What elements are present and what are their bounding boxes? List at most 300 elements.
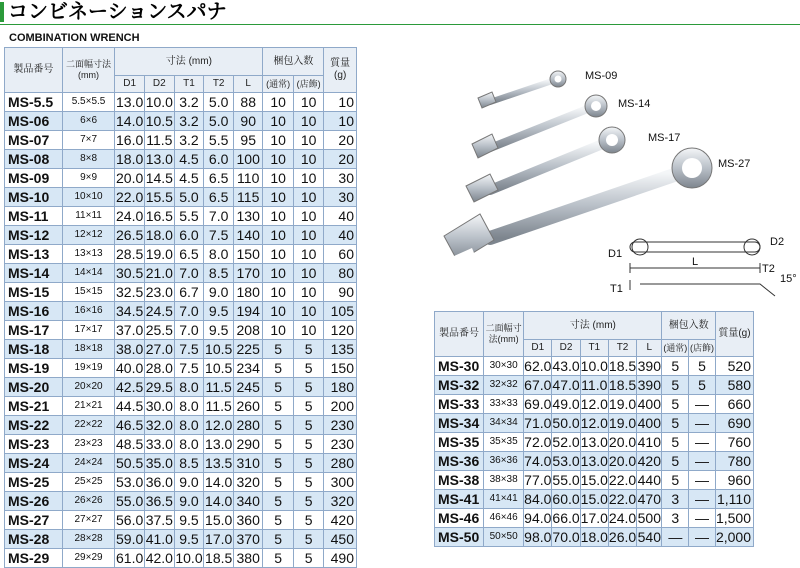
spec-table-right bbox=[434, 311, 754, 547]
cell-d2: 36.0 bbox=[145, 474, 173, 490]
cell-n: 5 bbox=[662, 452, 689, 471]
cell-g: 230 bbox=[324, 435, 357, 454]
cell-l: 390 bbox=[637, 358, 661, 374]
table-row bbox=[5, 378, 357, 397]
cell-wsize: 32×32 bbox=[484, 376, 524, 395]
header-pack: 梱包入数 bbox=[263, 48, 324, 76]
cell-g: 660 bbox=[715, 395, 753, 414]
cell-s: 5 bbox=[689, 357, 716, 376]
cell-d2: 24.5 bbox=[145, 303, 173, 319]
cell-d1: 34.5 bbox=[116, 303, 144, 319]
cell-model: MS-21 bbox=[5, 397, 63, 416]
cell-model: MS-07 bbox=[5, 131, 63, 150]
cell-s: 10 bbox=[293, 150, 323, 169]
cell-n: 5 bbox=[263, 549, 293, 568]
cell-d2: 30.0 bbox=[145, 398, 173, 414]
cell-wsize: 50×50 bbox=[484, 528, 524, 547]
cell-n: 10 bbox=[263, 169, 293, 188]
cell-g: 300 bbox=[324, 473, 357, 492]
cell-t1: 7.5 bbox=[174, 340, 204, 359]
cell-model: MS-10 bbox=[5, 188, 63, 207]
cell-s: 5 bbox=[293, 530, 323, 549]
cell-t1: 12.0 bbox=[580, 396, 608, 412]
cell-d1: 16.0 bbox=[116, 132, 144, 148]
header-pack-right: 梱包入数 bbox=[662, 312, 715, 340]
cell-t2: 8.0 bbox=[204, 245, 234, 264]
cell-d2: 29.5 bbox=[145, 379, 173, 395]
table-row bbox=[5, 473, 357, 492]
cell-n: 10 bbox=[263, 112, 293, 131]
cell-t2: 22.0 bbox=[608, 491, 637, 507]
cell-l: 420 bbox=[637, 453, 661, 469]
label-d1: D1 bbox=[608, 248, 623, 260]
cell-n: 10 bbox=[263, 131, 293, 150]
header-d1-right: D1 bbox=[524, 340, 552, 357]
cell-s: 10 bbox=[293, 264, 323, 283]
cell-model: MS-32 bbox=[435, 376, 484, 395]
cell-d1: 61.0 bbox=[116, 550, 144, 566]
cell-d2: 43.0 bbox=[552, 358, 580, 374]
cell-t1: 12.0 bbox=[580, 415, 608, 431]
cell-d1: 74.0 bbox=[524, 453, 552, 469]
cell-d2: 70.0 bbox=[552, 529, 580, 545]
cell-model: MS-25 bbox=[5, 473, 63, 492]
cell-g: 450 bbox=[324, 530, 357, 549]
cell-model: MS-36 bbox=[435, 452, 484, 471]
cell-n: 5 bbox=[263, 378, 293, 397]
cell-s: 5 bbox=[689, 376, 716, 395]
cell-g: 1,110 bbox=[715, 490, 753, 509]
cell-model: MS-46 bbox=[435, 509, 484, 528]
header-store-right: (店飾) bbox=[689, 340, 716, 357]
cell-l: 170 bbox=[234, 264, 263, 283]
cell-d1: 84.0 bbox=[524, 491, 552, 507]
cell-s: 10 bbox=[293, 226, 323, 245]
cell-t2: 9.5 bbox=[204, 321, 234, 340]
cell-d1: 55.0 bbox=[116, 493, 144, 509]
table-row bbox=[5, 264, 357, 283]
cell-d2: 33.0 bbox=[145, 436, 173, 452]
cell-t2: 11.5 bbox=[205, 379, 232, 395]
spec-table-left bbox=[4, 47, 357, 568]
cell-wsize: 19×19 bbox=[62, 359, 115, 378]
table-row bbox=[5, 340, 357, 359]
cell-g: 40 bbox=[324, 226, 357, 245]
cell-g: 20 bbox=[324, 150, 357, 169]
cell-g: 40 bbox=[324, 207, 357, 226]
cell-model: MS-34 bbox=[435, 414, 484, 433]
cell-t2: 20.0 bbox=[608, 434, 637, 450]
cell-d2: 52.0 bbox=[552, 434, 580, 450]
cell-s: 10 bbox=[293, 112, 323, 131]
cell-t1: 3.2 bbox=[174, 112, 204, 131]
cell-d1: 28.5 bbox=[116, 246, 144, 262]
cell-t1: 17.0 bbox=[580, 510, 608, 526]
cell-g: 150 bbox=[324, 359, 357, 378]
cell-l: 380 bbox=[234, 549, 263, 568]
table-row bbox=[435, 357, 754, 376]
cell-model: MS-23 bbox=[5, 435, 63, 454]
cell-n: 5 bbox=[263, 397, 293, 416]
cell-t1: 11.0 bbox=[581, 377, 608, 393]
label-t2: T2 bbox=[762, 263, 775, 275]
cell-g: 60 bbox=[324, 245, 357, 264]
cell-n: 5 bbox=[263, 340, 293, 359]
header-dimensions: 寸法 (mm) bbox=[115, 48, 263, 76]
cell-g: 1,500 bbox=[715, 509, 753, 528]
cell-d1: 50.5 bbox=[116, 455, 144, 471]
cell-d2: 42.0 bbox=[145, 550, 173, 566]
cell-l: 400 bbox=[637, 396, 661, 412]
cell-d1: 72.0 bbox=[524, 434, 552, 450]
label-ms14: MS-14 bbox=[618, 98, 651, 110]
cell-wsize: 35×35 bbox=[484, 433, 524, 452]
cell-t2: 8.5 bbox=[204, 264, 234, 283]
cell-l: 540 bbox=[637, 529, 661, 545]
header-t1-right: T1 bbox=[580, 340, 608, 357]
cell-n: 10 bbox=[263, 188, 293, 207]
cell-d1: 13.0 bbox=[116, 94, 144, 110]
cell-wsize: 38×38 bbox=[484, 471, 524, 490]
cell-t2: 5.5 bbox=[204, 131, 234, 150]
header-l: L bbox=[234, 76, 263, 93]
cell-model: MS-09 bbox=[5, 169, 63, 188]
table-row bbox=[435, 376, 754, 395]
cell-t1: 15.0 bbox=[580, 472, 608, 488]
cell-l: 370 bbox=[234, 530, 263, 549]
table-row bbox=[5, 492, 357, 511]
cell-n: 3 bbox=[662, 490, 689, 509]
cell-s: 5 bbox=[293, 454, 323, 473]
cell-t1: 8.0 bbox=[174, 397, 204, 416]
cell-t2: 18.5 bbox=[608, 358, 637, 374]
cell-d2: 36.5 bbox=[145, 493, 173, 509]
cell-t2: 6.0 bbox=[204, 150, 234, 169]
cell-model: MS-11 bbox=[5, 207, 63, 226]
cell-t1: 9.0 bbox=[174, 473, 204, 492]
cell-d1: 32.5 bbox=[116, 284, 144, 300]
header-dimensions-right: 寸法 (mm) bbox=[524, 312, 662, 340]
cell-n: 5 bbox=[662, 357, 689, 376]
cell-n: 10 bbox=[263, 264, 293, 283]
cell-wsize: 15×15 bbox=[62, 283, 115, 302]
cell-g: 230 bbox=[324, 416, 357, 435]
cell-model: MS-12 bbox=[5, 226, 63, 245]
cell-n: 5 bbox=[263, 416, 293, 435]
cell-t1: 8.0 bbox=[174, 378, 204, 397]
cell-d2: 41.0 bbox=[145, 531, 173, 547]
cell-t2: 9.5 bbox=[204, 302, 234, 321]
product-image bbox=[430, 58, 800, 308]
cell-model: MS-29 bbox=[5, 549, 63, 568]
cell-n: 10 bbox=[263, 93, 293, 112]
cell-d1: 40.0 bbox=[116, 360, 144, 376]
cell-n: 10 bbox=[263, 283, 293, 302]
cell-s: 5 bbox=[293, 378, 323, 397]
cell-n: 10 bbox=[263, 150, 293, 169]
cell-s: — bbox=[689, 490, 716, 509]
cell-d1: 62.0 bbox=[524, 358, 552, 374]
cell-n: 10 bbox=[263, 321, 293, 340]
cell-t1: 3.2 bbox=[174, 93, 204, 112]
cell-t2: 18.5 bbox=[608, 377, 637, 393]
cell-n: 5 bbox=[662, 376, 689, 395]
cell-model: MS-24 bbox=[5, 454, 63, 473]
cell-t1: 13.0 bbox=[580, 434, 608, 450]
cell-s: — bbox=[689, 452, 716, 471]
dimension-diagram bbox=[630, 239, 775, 296]
cell-d1: 94.0 bbox=[524, 510, 552, 526]
cell-n: 5 bbox=[263, 359, 293, 378]
cell-s: — bbox=[689, 528, 716, 547]
cell-l: 320 bbox=[234, 473, 263, 492]
cell-wsize: 28×28 bbox=[62, 530, 115, 549]
cell-t1: 8.0 bbox=[174, 416, 204, 435]
cell-wsize: 33×33 bbox=[484, 395, 524, 414]
cell-t2: 15.0 bbox=[205, 512, 233, 528]
cell-t2: 5.0 bbox=[204, 112, 234, 131]
cell-t2: 10.5 bbox=[205, 360, 233, 376]
cell-s: 5 bbox=[293, 359, 323, 378]
table-row bbox=[5, 416, 357, 435]
cell-s: 10 bbox=[293, 169, 323, 188]
table-row bbox=[435, 509, 754, 528]
table-row bbox=[5, 112, 357, 131]
cell-s: 5 bbox=[293, 511, 323, 530]
cell-n: 3 bbox=[662, 509, 689, 528]
cell-d1: 22.0 bbox=[116, 189, 144, 205]
cell-t1: 9.0 bbox=[174, 492, 204, 511]
cell-model: MS-19 bbox=[5, 359, 63, 378]
header-normal-right: (通常) bbox=[662, 340, 689, 357]
cell-l: 500 bbox=[637, 510, 661, 526]
table-row bbox=[435, 433, 754, 452]
cell-s: 10 bbox=[293, 188, 323, 207]
cell-n: 10 bbox=[263, 245, 293, 264]
cell-model: MS-28 bbox=[5, 530, 63, 549]
cell-n: 5 bbox=[263, 435, 293, 454]
cell-g: 2,000 bbox=[715, 528, 753, 547]
cell-t2: 13.5 bbox=[205, 455, 233, 471]
cell-s: 5 bbox=[293, 435, 323, 454]
cell-d2: 32.0 bbox=[145, 417, 173, 433]
header-weight: 質量(g) bbox=[324, 48, 357, 93]
cell-n: 5 bbox=[662, 414, 689, 433]
cell-g: 10 bbox=[324, 112, 357, 131]
cell-t2: 24.0 bbox=[608, 510, 637, 526]
cell-t1: 4.5 bbox=[174, 169, 204, 188]
cell-d2: 27.0 bbox=[145, 341, 173, 357]
cell-model: MS-15 bbox=[5, 283, 63, 302]
cell-d2: 14.5 bbox=[145, 170, 173, 186]
cell-d1: 77.0 bbox=[524, 472, 552, 488]
cell-wsize: 5.5×5.5 bbox=[62, 93, 115, 112]
cell-l: 115 bbox=[234, 188, 263, 207]
cell-t1: 10.0 bbox=[580, 358, 608, 374]
table-row bbox=[5, 169, 357, 188]
cell-wsize: 36×36 bbox=[484, 452, 524, 471]
cell-t1: 4.5 bbox=[174, 150, 204, 169]
cell-n: 5 bbox=[662, 471, 689, 490]
table-row bbox=[5, 549, 357, 568]
cell-s: — bbox=[689, 509, 716, 528]
cell-t1: 5.5 bbox=[174, 207, 204, 226]
cell-g: 180 bbox=[324, 378, 357, 397]
cell-s: 5 bbox=[293, 397, 323, 416]
cell-g: 105 bbox=[324, 302, 357, 321]
cell-t1: 5.0 bbox=[174, 188, 204, 207]
cell-t1: 8.5 bbox=[174, 454, 204, 473]
cell-d1: 53.0 bbox=[116, 474, 144, 490]
cell-t2: 12.0 bbox=[205, 417, 233, 433]
cell-d1: 20.0 bbox=[116, 170, 144, 186]
label-ms09: MS-09 bbox=[585, 70, 618, 82]
cell-t1: 9.5 bbox=[174, 530, 204, 549]
cell-l: 440 bbox=[637, 472, 661, 488]
cell-d2: 53.0 bbox=[552, 453, 580, 469]
cell-model: MS-16 bbox=[5, 302, 63, 321]
cell-t1: 7.0 bbox=[174, 264, 204, 283]
table-row bbox=[5, 511, 357, 530]
table-row bbox=[5, 150, 357, 169]
cell-g: 760 bbox=[715, 433, 753, 452]
cell-wsize: 18×18 bbox=[62, 340, 115, 359]
cell-wsize: 27×27 bbox=[62, 511, 115, 530]
table-row bbox=[435, 395, 754, 414]
label-l: L bbox=[692, 256, 699, 268]
cell-wsize: 7×7 bbox=[62, 131, 115, 150]
cell-model: MS-22 bbox=[5, 416, 63, 435]
cell-l: 290 bbox=[234, 435, 263, 454]
cell-s: 10 bbox=[293, 302, 323, 321]
table-row bbox=[5, 283, 357, 302]
label-d2: D2 bbox=[770, 236, 785, 248]
cell-d1: 69.0 bbox=[524, 396, 552, 412]
cell-g: 10 bbox=[324, 93, 357, 112]
cell-l: 260 bbox=[234, 397, 263, 416]
cell-model: MS-06 bbox=[5, 112, 63, 131]
cell-model: MS-41 bbox=[435, 490, 484, 509]
cell-n: 10 bbox=[263, 207, 293, 226]
cell-g: 960 bbox=[715, 471, 753, 490]
cell-d1: 38.0 bbox=[116, 341, 144, 357]
cell-g: 280 bbox=[324, 454, 357, 473]
table-row bbox=[5, 530, 357, 549]
cell-l: 225 bbox=[234, 340, 263, 359]
table-row bbox=[5, 131, 357, 150]
cell-t1: 6.0 bbox=[174, 226, 204, 245]
page-subtitle: COMBINATION WRENCH bbox=[9, 32, 140, 44]
cell-wsize: 30×30 bbox=[484, 357, 524, 376]
cell-d2: 10.0 bbox=[145, 94, 173, 110]
cell-d1: 18.0 bbox=[116, 151, 144, 167]
wrench-ms27 bbox=[444, 148, 712, 266]
cell-g: 520 bbox=[715, 357, 753, 376]
cell-wsize: 26×26 bbox=[62, 492, 115, 511]
cell-wsize: 12×12 bbox=[62, 226, 115, 245]
cell-d1: 30.5 bbox=[116, 265, 144, 281]
header-t1: T1 bbox=[174, 76, 204, 93]
table-row bbox=[5, 188, 357, 207]
cell-s: 10 bbox=[293, 321, 323, 340]
cell-d2: 35.0 bbox=[145, 455, 173, 471]
table-row bbox=[5, 454, 357, 473]
cell-wsize: 29×29 bbox=[62, 549, 115, 568]
cell-t2: 6.5 bbox=[204, 188, 234, 207]
cell-d1: 98.0 bbox=[524, 529, 552, 545]
cell-t2: 19.0 bbox=[608, 415, 637, 431]
cell-g: 200 bbox=[324, 397, 357, 416]
header-store: (店飾) bbox=[293, 76, 323, 93]
cell-model: MS-14 bbox=[5, 264, 63, 283]
cell-wsize: 41×41 bbox=[484, 490, 524, 509]
cell-d2: 25.5 bbox=[145, 322, 173, 338]
table-row bbox=[5, 397, 357, 416]
cell-t1: 6.5 bbox=[174, 245, 204, 264]
cell-t2: 22.0 bbox=[608, 472, 637, 488]
cell-d2: 19.0 bbox=[145, 246, 173, 262]
cell-t2: 26.0 bbox=[608, 529, 637, 545]
table-row bbox=[5, 245, 357, 264]
header-width-across: 二面幅寸法(mm) bbox=[62, 48, 115, 93]
cell-g: 490 bbox=[324, 549, 357, 568]
cell-l: 140 bbox=[234, 226, 263, 245]
cell-l: 340 bbox=[234, 492, 263, 511]
cell-d1: 26.5 bbox=[116, 227, 144, 243]
cell-t2: 13.0 bbox=[205, 436, 233, 452]
cell-s: 5 bbox=[293, 473, 323, 492]
cell-model: MS-5.5 bbox=[5, 93, 63, 112]
cell-g: 30 bbox=[324, 188, 357, 207]
cell-t1: 9.5 bbox=[174, 511, 204, 530]
cell-s: 10 bbox=[293, 283, 323, 302]
cell-l: 194 bbox=[234, 302, 263, 321]
cell-t2: 19.0 bbox=[608, 396, 637, 412]
cell-g: 780 bbox=[715, 452, 753, 471]
cell-d1: 24.0 bbox=[116, 208, 144, 224]
header-t2: T2 bbox=[204, 76, 234, 93]
cell-t1: 13.0 bbox=[580, 453, 608, 469]
cell-g: 320 bbox=[324, 492, 357, 511]
cell-d2: 16.5 bbox=[145, 208, 173, 224]
cell-wsize: 10×10 bbox=[62, 188, 115, 207]
header-width-across-right: 二面幅寸法(mm) bbox=[484, 312, 524, 357]
cell-d1: 42.5 bbox=[116, 379, 144, 395]
cell-l: 234 bbox=[234, 359, 263, 378]
cell-model: MS-50 bbox=[435, 528, 484, 547]
cell-s: 5 bbox=[293, 549, 323, 568]
cell-l: 208 bbox=[234, 321, 263, 340]
cell-wsize: 16×16 bbox=[62, 302, 115, 321]
table-row bbox=[435, 414, 754, 433]
cell-wsize: 11×11 bbox=[62, 207, 115, 226]
cell-s: 5 bbox=[293, 340, 323, 359]
cell-l: 88 bbox=[234, 93, 263, 112]
table-row bbox=[5, 226, 357, 245]
cell-g: 90 bbox=[324, 283, 357, 302]
cell-l: 180 bbox=[234, 283, 263, 302]
cell-t1: 3.2 bbox=[174, 131, 204, 150]
cell-n: 10 bbox=[263, 302, 293, 321]
cell-s: 10 bbox=[293, 245, 323, 264]
title-accent-bar bbox=[0, 2, 4, 22]
table-row bbox=[435, 490, 754, 509]
cell-l: 100 bbox=[234, 150, 263, 169]
cell-l: 95 bbox=[234, 131, 263, 150]
table-row bbox=[5, 359, 357, 378]
cell-d1: 14.0 bbox=[116, 113, 144, 129]
title-underline bbox=[0, 24, 800, 25]
